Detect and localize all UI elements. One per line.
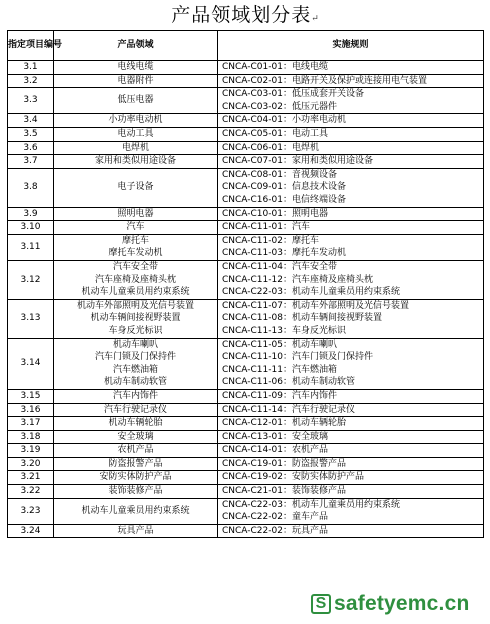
- implementation-rule-line: CNCA-C11-14：汽车行驶记录仪: [222, 404, 355, 415]
- header-product-area: 产品领域: [54, 31, 218, 61]
- product-area-line: 安防实体防护产品: [99, 472, 172, 483]
- product-area-line: 小功率电动机: [108, 115, 163, 126]
- item-number-cell: 3.19: [8, 444, 54, 458]
- product-area-cell: [54, 471, 218, 485]
- item-number-cell: 3.5: [8, 127, 54, 141]
- implementation-rule-line: CNCA-C16-01：电信终端设备: [222, 194, 346, 205]
- implementation-rule-cell: [218, 389, 484, 403]
- implementation-rule-line: CNCA-C11-07：机动车外部照明及光信号装置: [222, 300, 409, 311]
- table-row: [8, 61, 484, 75]
- product-area-cell: [54, 88, 218, 114]
- product-area-line: 电焊机: [121, 142, 149, 153]
- implementation-rule-cell: [218, 444, 484, 458]
- page-title: 产品领域划分表↵: [171, 4, 319, 26]
- implementation-rule-line: CNCA-C04-01：小功率电动机: [222, 115, 346, 126]
- implementation-rule-line: CNCA-C22-02：童车产品: [222, 512, 328, 523]
- implementation-rule-line: CNCA-C11-12：汽车座椅及座椅头枕: [222, 274, 373, 285]
- implementation-rule-line: CNCA-C10-01：照明电器: [222, 208, 328, 219]
- implementation-rule-cell: [218, 403, 484, 417]
- item-number-cell: 3.7: [8, 155, 54, 169]
- product-area-line: 农机产品: [117, 445, 154, 456]
- item-number-cell: 3.24: [8, 524, 54, 538]
- paragraph-mark: ↵: [311, 14, 319, 24]
- item-number-cell: 3.3: [8, 88, 54, 114]
- implementation-rule-line: CNCA-C11-02：摩托车: [222, 235, 319, 246]
- product-area-line: 汽车燃油箱: [112, 364, 158, 375]
- product-area-line: 电动工具: [117, 128, 154, 139]
- product-area-cell: [54, 485, 218, 499]
- item-number-cell: 3.23: [8, 498, 54, 524]
- item-number-cell: 3.20: [8, 457, 54, 471]
- product-area-line: 低压电器: [117, 95, 154, 106]
- product-area-line: 机动车制动软管: [103, 377, 167, 388]
- table-row: [8, 168, 484, 207]
- product-area-cell: [54, 207, 218, 221]
- table-row: [8, 155, 484, 169]
- table-row: [8, 403, 484, 417]
- implementation-rule-cell: [218, 168, 484, 207]
- table-row: [8, 417, 484, 431]
- implementation-rule-cell: [218, 524, 484, 538]
- table-row: [8, 444, 484, 458]
- product-area-cell: [54, 114, 218, 128]
- product-area-cell: [54, 444, 218, 458]
- implementation-rule-cell: [218, 221, 484, 235]
- table-header-row: [8, 31, 484, 61]
- product-area-line: 电子设备: [117, 182, 154, 193]
- implementation-rule-line: CNCA-C19-02：安防实体防护产品: [222, 472, 364, 483]
- product-area-cell: [54, 141, 218, 155]
- table-row: [8, 498, 484, 524]
- product-area-cell: [54, 61, 218, 75]
- implementation-rule-cell: [218, 485, 484, 499]
- table-row: [8, 524, 484, 538]
- table-row: [8, 338, 484, 389]
- product-area-line: 汽车安全带: [112, 261, 158, 272]
- implementation-rule-line: CNCA-C08-01：音视频设备: [222, 169, 337, 180]
- product-area-cell: [54, 417, 218, 431]
- item-number-cell: 3.4: [8, 114, 54, 128]
- table-row: [8, 88, 484, 114]
- implementation-rule-cell: [218, 498, 484, 524]
- implementation-rule-line: CNCA-C12-01：机动车辆轮胎: [222, 418, 346, 429]
- watermark-logo-icon: S: [311, 594, 331, 614]
- item-number-cell: 3.21: [8, 471, 54, 485]
- implementation-rule-cell: [218, 88, 484, 114]
- implementation-rule-line: CNCA-C03-01：低压成套开关设备: [222, 89, 364, 100]
- implementation-rule-line: CNCA-C07-01：家用和类似用途设备: [222, 156, 373, 167]
- implementation-rule-line: CNCA-C22-03：机动车儿童乘员用约束系统: [222, 499, 400, 510]
- implementation-rule-cell: [218, 207, 484, 221]
- product-area-cell: [54, 155, 218, 169]
- implementation-rule-line: CNCA-C11-08：机动车辆间接视野装置: [222, 313, 382, 324]
- table-row: [8, 127, 484, 141]
- item-number-cell: 3.15: [8, 389, 54, 403]
- product-area-cell: [54, 234, 218, 260]
- product-area-cell: [54, 260, 218, 299]
- implementation-rule-line: CNCA-C02-01：电路开关及保护或连接用电气装置: [222, 75, 427, 86]
- implementation-rule-line: CNCA-C21-01：装饰装修产品: [222, 486, 346, 497]
- table-row: [8, 389, 484, 403]
- product-area-cell: [54, 299, 218, 338]
- product-area-line: 汽车门锁及门保持件: [94, 352, 176, 363]
- product-area-cell: [54, 430, 218, 444]
- item-number-cell: 3.16: [8, 403, 54, 417]
- watermark-text: safetyemc.cn: [334, 592, 470, 615]
- product-area-line: 摩托车发动机: [108, 248, 163, 259]
- implementation-rule-cell: [218, 471, 484, 485]
- product-area-line: 电器附件: [117, 75, 154, 86]
- product-area-line: 摩托车: [121, 235, 149, 246]
- implementation-rule-line: CNCA-C22-03：机动车儿童乘员用约束系统: [222, 287, 400, 298]
- product-area-line: 电线电缆: [117, 62, 154, 72]
- item-number-cell: 3.11: [8, 234, 54, 260]
- table-row: [8, 221, 484, 235]
- table-row: [8, 207, 484, 221]
- product-area-line: 安全玻璃: [117, 431, 154, 442]
- item-number-cell: 3.12: [8, 260, 54, 299]
- product-area-cell: [54, 338, 218, 389]
- product-area-cell: [54, 74, 218, 88]
- implementation-rule-cell: [218, 260, 484, 299]
- table-row: [8, 430, 484, 444]
- product-area-line: 玩具产品: [117, 525, 154, 536]
- implementation-rule-line: CNCA-C11-11：汽车燃油箱: [222, 364, 337, 375]
- implementation-rule-line: CNCA-C01-01：电线电缆: [222, 62, 328, 72]
- implementation-rule-line: CNCA-C03-02：低压元器件: [222, 101, 337, 112]
- product-area-cell: [54, 168, 218, 207]
- implementation-rule-line: CNCA-C11-10：汽车门锁及门保持件: [222, 352, 373, 363]
- implementation-rule-line: CNCA-C11-03：摩托车发动机: [222, 248, 346, 259]
- product-area-line: 机动车儿童乘员用约束系统: [81, 505, 190, 516]
- header-implementation-rule: 实施规则: [218, 31, 484, 61]
- product-area-table: [7, 30, 484, 538]
- table-row: [8, 485, 484, 499]
- item-number-cell: 3.17: [8, 417, 54, 431]
- implementation-rule-line: CNCA-C11-01：汽车: [222, 222, 310, 233]
- implementation-rule-line: CNCA-C11-09：汽车内饰件: [222, 390, 337, 401]
- product-area-line: 防盗报警产品: [108, 458, 163, 469]
- item-number-cell: 3.2: [8, 74, 54, 88]
- implementation-rule-line: CNCA-C05-01：电动工具: [222, 128, 328, 139]
- table-row: [8, 260, 484, 299]
- implementation-rule-line: CNCA-C22-02：玩具产品: [222, 525, 328, 536]
- product-area-cell: [54, 221, 218, 235]
- implementation-rule-cell: [218, 114, 484, 128]
- implementation-rule-cell: [218, 430, 484, 444]
- product-area-cell: [54, 403, 218, 417]
- watermark: [311, 590, 486, 618]
- implementation-rule-cell: [218, 127, 484, 141]
- product-area-line: 机动车喇叭: [112, 339, 158, 350]
- product-area-cell: [54, 389, 218, 403]
- item-number-cell: 3.10: [8, 221, 54, 235]
- header-item-number: 指定项目编号: [8, 31, 54, 61]
- product-area-line: 汽车座椅及座椅头枕: [94, 274, 176, 285]
- product-area-cell: [54, 498, 218, 524]
- item-number-cell: 3.8: [8, 168, 54, 207]
- product-area-cell: [54, 524, 218, 538]
- implementation-rule-cell: [218, 234, 484, 260]
- implementation-rule-cell: [218, 61, 484, 75]
- implementation-rule-line: CNCA-C11-13：车身反光标识: [222, 325, 346, 336]
- product-area-line: 汽车内饰件: [112, 390, 158, 401]
- table-row: [8, 234, 484, 260]
- implementation-rule-line: CNCA-C06-01：电焊机: [222, 142, 319, 153]
- product-area-line: 装饰装修产品: [108, 486, 163, 497]
- implementation-rule-cell: [218, 74, 484, 88]
- implementation-rule-line: CNCA-C13-01：安全玻璃: [222, 431, 328, 442]
- item-number-cell: 3.14: [8, 338, 54, 389]
- implementation-rule-cell: [218, 141, 484, 155]
- implementation-rule-cell: [218, 338, 484, 389]
- product-area-cell: [54, 127, 218, 141]
- item-number-cell: 3.13: [8, 299, 54, 338]
- implementation-rule-cell: [218, 417, 484, 431]
- item-number-cell: 3.9: [8, 207, 54, 221]
- product-area-line: 机动车外部照明及光信号装置: [76, 300, 194, 311]
- product-area-line: 家用和类似用途设备: [94, 156, 176, 167]
- implementation-rule-cell: [218, 155, 484, 169]
- implementation-rule-line: CNCA-C14-01：农机产品: [222, 445, 328, 456]
- item-number-cell: 3.1: [8, 61, 54, 75]
- product-area-cell: [54, 457, 218, 471]
- implementation-rule-line: CNCA-C11-06：机动车制动软管: [222, 377, 355, 388]
- implementation-rule-line: CNCA-C11-05：机动车喇叭: [222, 339, 337, 350]
- item-number-cell: 3.6: [8, 141, 54, 155]
- table-body: [8, 61, 484, 538]
- item-number-cell: 3.22: [8, 485, 54, 499]
- implementation-rule-cell: [218, 457, 484, 471]
- product-area-line: 机动车辆间接视野装置: [90, 313, 181, 324]
- table-row: [8, 471, 484, 485]
- table-row: [8, 299, 484, 338]
- product-area-line: 汽车行驶记录仪: [103, 404, 167, 415]
- implementation-rule-cell: [218, 299, 484, 338]
- product-area-line: 照明电器: [117, 208, 154, 219]
- product-area-line: 机动车辆轮胎: [108, 418, 163, 429]
- table-row: [8, 141, 484, 155]
- implementation-rule-line: CNCA-C09-01：信息技术设备: [222, 182, 346, 193]
- table-row: [8, 114, 484, 128]
- product-area-line: 机动车儿童乘员用约束系统: [81, 287, 190, 298]
- product-area-line: 车身反光标识: [108, 325, 163, 336]
- implementation-rule-line: CNCA-C11-04：汽车安全带: [222, 261, 337, 272]
- item-number-cell: 3.18: [8, 430, 54, 444]
- table-row: [8, 74, 484, 88]
- product-area-line: 汽车: [126, 222, 145, 233]
- table-row: [8, 457, 484, 471]
- implementation-rule-line: CNCA-C19-01：防盗报警产品: [222, 458, 346, 469]
